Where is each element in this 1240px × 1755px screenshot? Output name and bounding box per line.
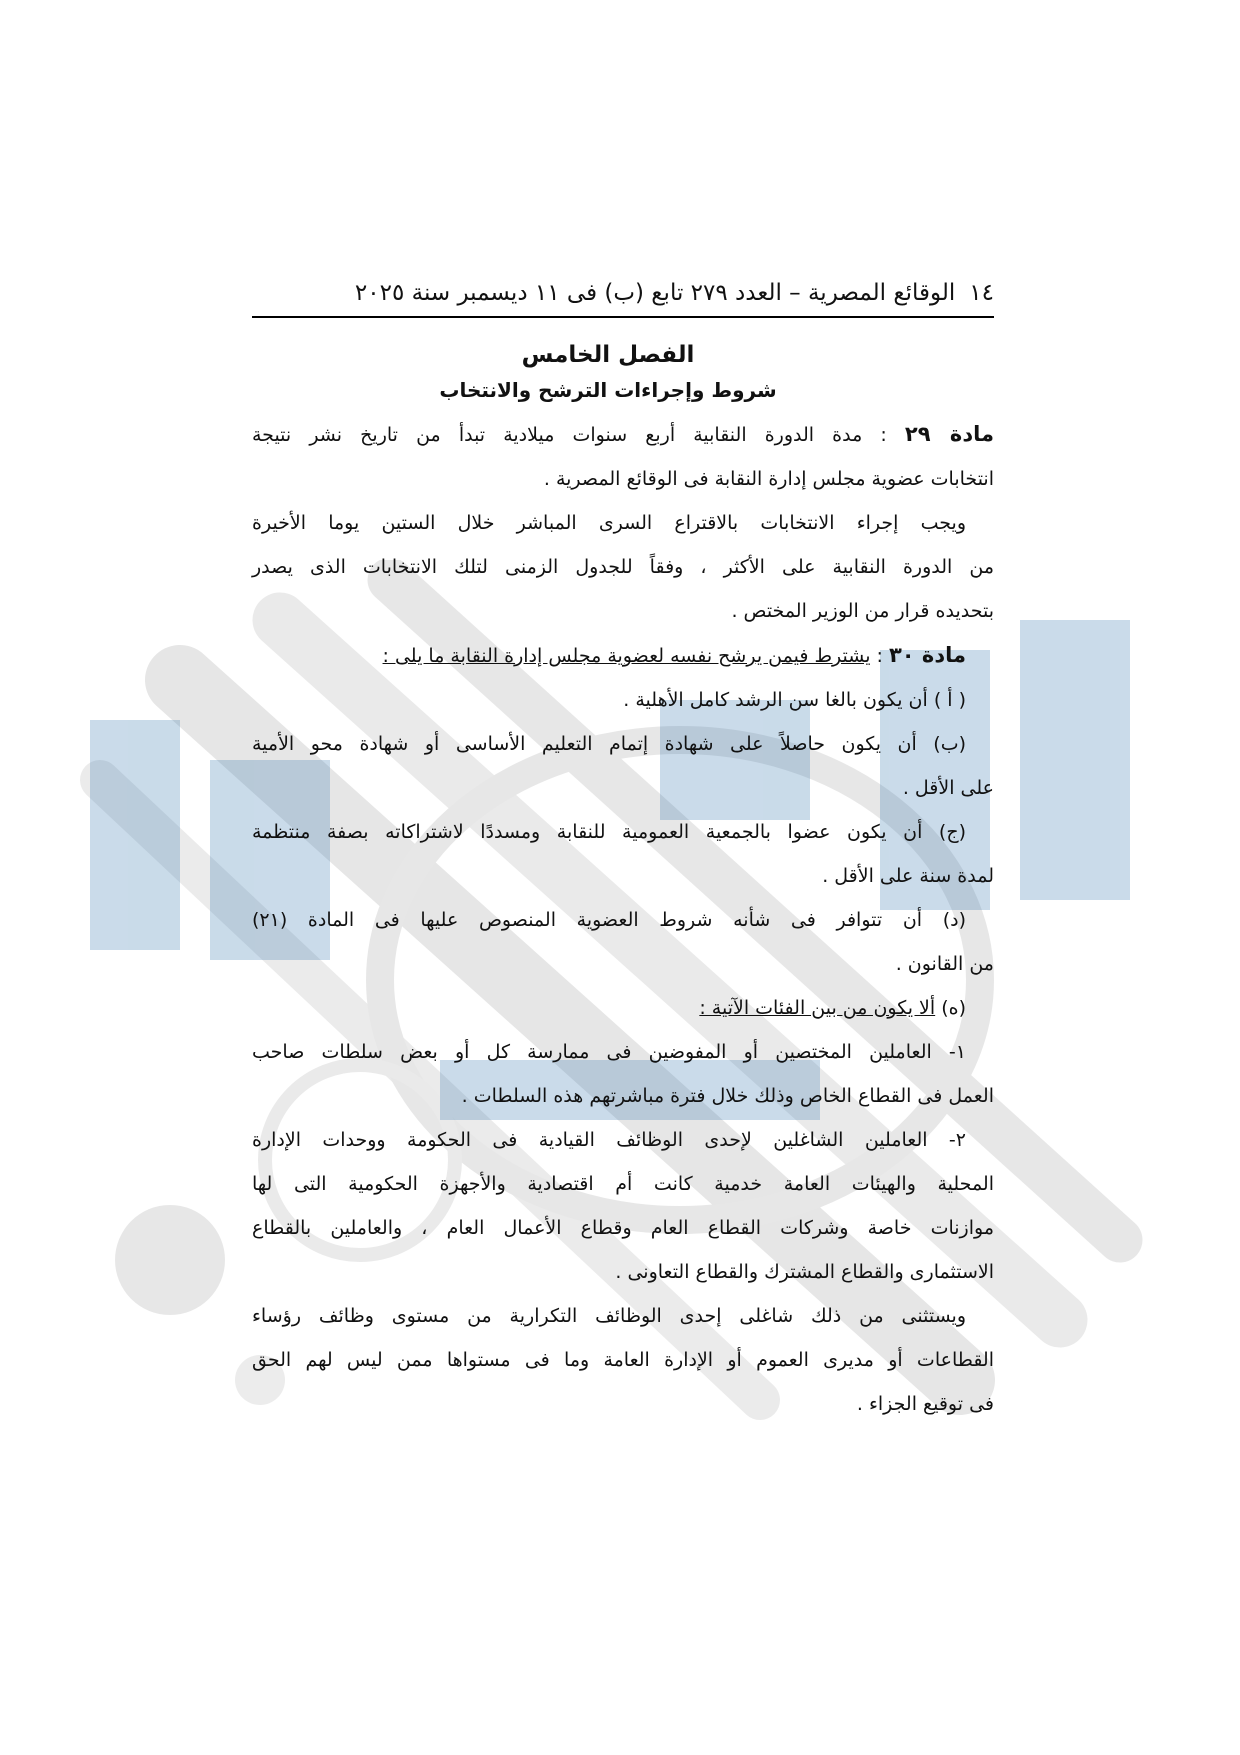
exception-paragraph: القطاعات أو مديرى العموم أو الإدارة العامة وما فى مستواها ممن ليس لهم الحق — [252, 1349, 994, 1371]
article-30-intro — [252, 633, 994, 678]
item-a: ( أ ) أن يكون بالغا سن الرشد كامل الأهلية . — [623, 689, 966, 711]
chapter-subtitle: شروط وإجراءات الترشح والانتخاب — [439, 378, 777, 402]
item-c: لمدة سنة على الأقل . — [822, 865, 994, 887]
sub-item-2: المحلية والهيئات العامة خدمية كانت أم اقتصادية والأجهزة الحكومية التى لها — [252, 1173, 994, 1195]
article-30-label: مادة ٣٠ — [888, 643, 966, 667]
article-29-label: مادة ٢٩ — [904, 422, 994, 446]
item-h — [252, 986, 994, 1030]
separator: : — [870, 645, 889, 667]
gazette-issue-line: الوقائع المصرية – العدد ٢٧٩ تابع (ب) فى ١١ ديسمبر سنة ٢٠٢٥ — [354, 280, 956, 306]
article-29-line: انتخابات عضوية مجلس إدارة النقابة فى الوقائع المصرية . — [543, 468, 994, 490]
article-30-intro-text: يشترط فيمن يرشح نفسه لعضوية مجلس إدارة النقابة ما يلى : — [382, 645, 871, 667]
item-b: (ب) أن يكون حاصلاً على شهادة إتمام التعليم الأساسى أو شهادة محو الأمية — [252, 733, 966, 755]
exception-paragraph: فى توقيع الجزاء . — [856, 1393, 994, 1415]
sub-item-2: الاستثمارى والقطاع المشترك والقطاع التعاونى . — [615, 1261, 994, 1283]
item-h-text: ألا يكون من بين الفئات الآتية : — [699, 997, 936, 1019]
article-29-paragraph: من الدورة النقابية على الأكثر ، وفقاً للجدول الزمنى لتلك الانتخابات الذى يصدر — [252, 556, 994, 578]
page-number: ١٤ — [969, 280, 994, 306]
gazette-page — [252, 280, 994, 1426]
exception-paragraph: ويستثنى من ذلك شاغلى إحدى الوظائف التكرارية من مستوى وظائف رؤساء — [252, 1305, 966, 1327]
sub-item-1: العمل فى القطاع الخاص وذلك خلال فترة مباشرتهم هذه السلطات . — [461, 1085, 994, 1107]
article-29-text: : مدة الدورة النقابية أربع سنوات ميلادية تبدأ من تاريخ نشر نتيجة — [252, 424, 905, 446]
article-29-paragraph: ويجب إجراء الانتخابات بالاقتراع السرى المباشر خلال الستين يوما الأخيرة — [252, 512, 966, 534]
sub-item-1: ١- العاملين المختصين أو المفوضين فى ممارسة كل أو بعض سلطات صاحب — [252, 1041, 966, 1063]
sub-item-2: موازنات خاصة وشركات القطاع العام وقطاع الأعمال العام ، والعاملين بالقطاع — [252, 1217, 994, 1239]
item-h-prefix: (ه) — [935, 997, 966, 1019]
article-29-line — [252, 412, 994, 457]
page-header — [252, 280, 994, 318]
item-d: (د) أن تتوافر فى شأنه شروط العضوية المنصوص عليها فى المادة (٢١) — [252, 909, 966, 931]
chapter-title: الفصل الخامس — [521, 342, 695, 368]
sub-item-2: ٢- العاملين الشاغلين لإحدى الوظائف القيادية فى الحكومة ووحدات الإدارة — [252, 1129, 966, 1151]
item-b: على الأقل . — [902, 777, 994, 799]
item-c: (ج) أن يكون عضوا بالجمعية العمومية للنقابة ومسددًا لاشتراكاته بصفة منتظمة — [252, 821, 966, 843]
item-d: من القانون . — [895, 953, 994, 975]
article-29-paragraph: بتحديده قرار من الوزير المختص . — [731, 600, 994, 622]
